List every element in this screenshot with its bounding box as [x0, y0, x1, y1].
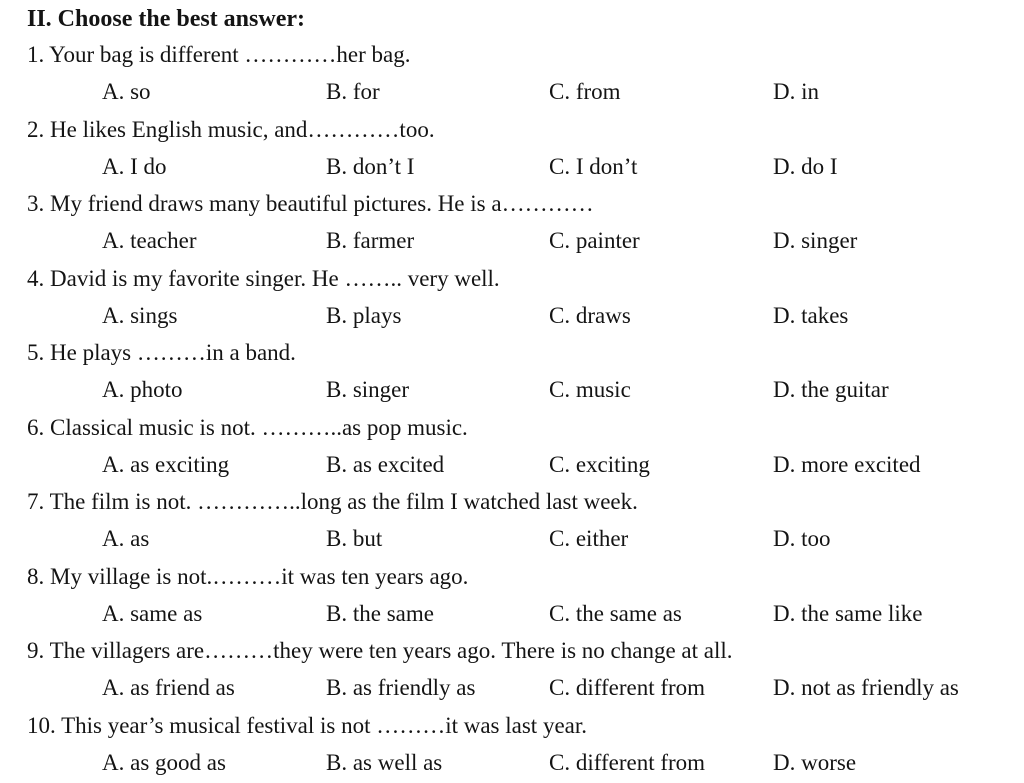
- answer-options: [0, 75, 1024, 109]
- option-d[interactable]: D. do I: [773, 153, 838, 179]
- answer-options: [0, 597, 1024, 631]
- answer-options: [0, 671, 1024, 705]
- option-c[interactable]: C. either: [549, 526, 629, 551]
- option-a[interactable]: A. so: [102, 79, 151, 104]
- question-10: [0, 709, 1024, 783]
- option-d[interactable]: D. in: [773, 79, 819, 104]
- option-a[interactable]: A. sings: [102, 302, 178, 328]
- option-a[interactable]: A. as friend as: [102, 675, 235, 700]
- option-b[interactable]: B. plays: [326, 302, 402, 328]
- option-c[interactable]: C. music: [549, 377, 631, 402]
- option-a[interactable]: A. as exciting: [102, 451, 230, 477]
- option-b[interactable]: B. as excited: [326, 451, 445, 477]
- question-6: [0, 411, 1024, 486]
- answer-options: [0, 224, 1024, 258]
- question-7: [0, 485, 1024, 560]
- option-d[interactable]: D. too: [773, 526, 831, 551]
- question-stem: 8. My village is not.………it was ten years ago.: [27, 563, 469, 589]
- option-d[interactable]: D. worse: [773, 749, 857, 775]
- option-a[interactable]: A. I do: [102, 153, 167, 179]
- answer-options: [0, 522, 1024, 556]
- option-a[interactable]: A. as good as: [102, 749, 226, 775]
- option-d[interactable]: D. the same like: [773, 600, 923, 626]
- option-b[interactable]: B. don’t I: [326, 153, 415, 179]
- option-c[interactable]: C. draws: [549, 302, 631, 328]
- question-5: [0, 336, 1024, 411]
- option-a[interactable]: A. as: [102, 526, 150, 551]
- answer-options: [0, 448, 1024, 482]
- answer-options: [0, 299, 1024, 333]
- option-a[interactable]: A. photo: [102, 377, 183, 402]
- question-stem: 3. My friend draws many beautiful pictures. He is a…………: [27, 191, 594, 216]
- question-stem: 7. The film is not. …………..long as the film I watched last week.: [27, 489, 638, 514]
- option-b[interactable]: B. the same: [326, 600, 434, 626]
- question-1: [0, 38, 1024, 113]
- option-d[interactable]: D. singer: [773, 228, 858, 253]
- option-c[interactable]: C. exciting: [549, 451, 650, 477]
- option-d[interactable]: D. not as friendly as: [773, 675, 959, 700]
- answer-options: [0, 150, 1024, 184]
- option-b[interactable]: B. as well as: [326, 749, 443, 775]
- option-d[interactable]: D. more excited: [773, 451, 921, 477]
- answer-options: [0, 746, 1024, 780]
- option-b[interactable]: B. singer: [326, 377, 410, 402]
- option-c[interactable]: C. different from: [549, 675, 706, 700]
- section-title: II. Choose the best answer:: [27, 6, 305, 32]
- option-d[interactable]: D. takes: [773, 302, 849, 328]
- option-c[interactable]: C. painter: [549, 228, 640, 253]
- question-4: [0, 262, 1024, 337]
- question-stem: 1. Your bag is different …………her bag.: [27, 42, 411, 67]
- question-stem: 10. This year’s musical festival is not ………it was last year.: [27, 712, 588, 738]
- option-b[interactable]: B. as friendly as: [326, 675, 476, 700]
- question-stem: 2. He likes English music, and…………too.: [27, 116, 435, 142]
- question-list: [0, 38, 1024, 783]
- question-stem: 4. David is my favorite singer. He …….. very well.: [27, 265, 500, 291]
- option-c[interactable]: C. from: [549, 79, 621, 104]
- option-c[interactable]: C. the same as: [549, 600, 682, 626]
- option-b[interactable]: B. farmer: [326, 228, 415, 253]
- question-8: [0, 560, 1024, 635]
- question-stem: 6. Classical music is not. ………..as pop music.: [27, 414, 468, 440]
- question-2: [0, 113, 1024, 188]
- option-b[interactable]: B. for: [326, 79, 380, 104]
- answer-options: [0, 373, 1024, 407]
- question-stem: 5. He plays ………in a band.: [27, 340, 296, 365]
- option-b[interactable]: B. but: [326, 526, 383, 551]
- question-stem: 9. The villagers are………they were ten years ago. There is no change at all.: [27, 638, 733, 663]
- option-d[interactable]: D. the guitar: [773, 377, 889, 402]
- option-c[interactable]: C. different from: [549, 749, 706, 775]
- question-3: [0, 187, 1024, 262]
- option-a[interactable]: A. same as: [102, 600, 203, 626]
- question-9: [0, 634, 1024, 709]
- option-c[interactable]: C. I don’t: [549, 153, 638, 179]
- option-a[interactable]: A. teacher: [102, 228, 197, 253]
